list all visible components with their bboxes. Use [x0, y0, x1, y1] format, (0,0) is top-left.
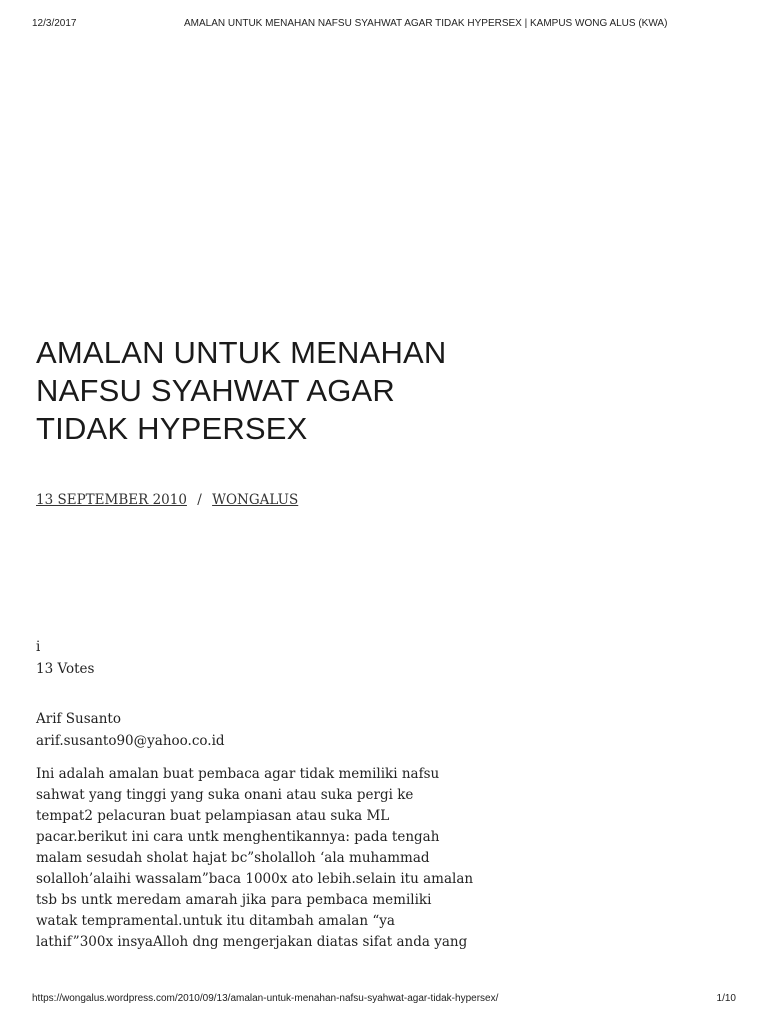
- rating-info-icon[interactable]: i: [36, 639, 41, 655]
- print-date: 12/3/2017: [32, 18, 77, 29]
- body-line: watak tempramental.untuk itu ditambah amalan “ya: [36, 913, 395, 929]
- post-title-line: TIDAK HYPERSEX: [36, 411, 308, 446]
- meta-separator: /: [197, 492, 202, 508]
- print-header: [0, 18, 768, 34]
- body-line: lathif”300x insyaAlloh dng mengerjakan diatas sifat anda yang: [36, 934, 468, 950]
- body-line: sahwat yang tinggi yang suka onani atau suka pergi ke: [36, 787, 414, 803]
- body-line: Ini adalah amalan buat pembaca agar tidak memiliki nafsu: [36, 766, 440, 782]
- body-line: tsb bs untk meredam amarah jika para pembaca memiliki: [36, 892, 432, 908]
- post-title: [36, 334, 496, 448]
- body-line: pacar.berikut ini cara untk menghentikannya: pada tengah: [36, 829, 440, 845]
- print-footer: [0, 993, 768, 1009]
- post-title-line: NAFSU SYAHWAT AGAR: [36, 373, 396, 408]
- body-line: tempat2 pelacuran buat pelampiasan atau suka ML: [36, 808, 390, 824]
- post-date-link[interactable]: 13 SEPTEMBER 2010: [36, 492, 187, 508]
- author-name: Arif Susanto: [36, 711, 121, 727]
- body-line: malam sesudah sholat hajat bc”sholalloh ‘ala muhammad: [36, 850, 430, 866]
- body-line: solalloh’alaihi wassalam”baca 1000x ato lebih.selain itu amalan: [36, 871, 474, 887]
- post-content: [36, 334, 496, 953]
- print-url[interactable]: https://wongalus.wordpress.com/2010/09/13/amalan-untuk-menahan-nafsu-syahwat-agar-tidak-hypersex/: [32, 993, 499, 1004]
- post-title-line: AMALAN UNTUK MENAHAN: [36, 335, 447, 370]
- post-author-link[interactable]: WONGALUS: [212, 492, 299, 508]
- rating-widget: [36, 636, 496, 680]
- rating-votes: 13 Votes: [36, 661, 95, 677]
- post-body: [36, 764, 496, 953]
- author-block: [36, 708, 496, 752]
- print-page-title: AMALAN UNTUK MENAHAN NAFSU SYAHWAT AGAR TIDAK HYPERSEX | KAMPUS WONG ALUS (KWA): [184, 18, 668, 29]
- print-page-number: 1/10: [716, 993, 736, 1004]
- post-meta: [36, 492, 496, 508]
- author-email: arif.susanto90@yahoo.co.id: [36, 733, 225, 749]
